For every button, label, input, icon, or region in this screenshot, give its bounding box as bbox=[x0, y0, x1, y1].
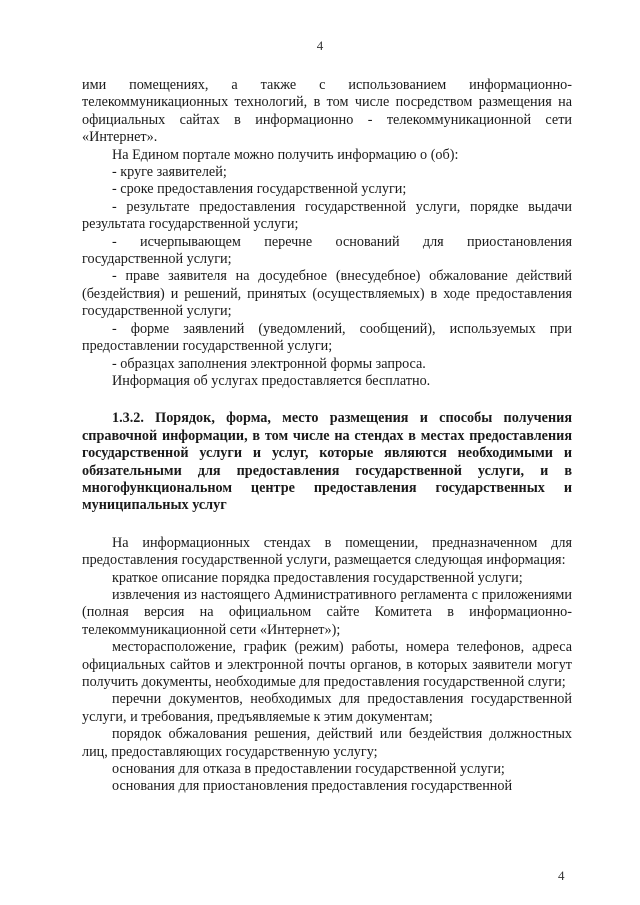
list-item: порядок обжалования решения, действий или бездействия должностных лиц, предоставляющих государственную услугу; bbox=[82, 726, 572, 760]
paragraph-portal-intro: На Едином портале можно получить информацию о (об): bbox=[112, 146, 459, 163]
list-item: - образцах заполнения электронной формы запроса. bbox=[112, 355, 426, 372]
list-item: - результате предоставления государственной услуги, порядке выдачи результата государственной услуги; bbox=[82, 198, 572, 233]
page-number-top: 4 bbox=[316, 38, 324, 53]
list-item: - сроке предоставления государственной услуги; bbox=[112, 181, 407, 198]
paragraph-continuation: ими помещениях, а также с использованием информационно-телекоммуникационных технологий, в том числе посредством размещения на официальных сайтах в информационно - телекоммуникационной сети «Интернет». bbox=[82, 77, 572, 146]
section-heading: 1.3.2. Порядок, форма, место размещения и способы получения справочной информации, в том числе на стендах в местах предоставления государственной услуги и услуг, которые являются необходимыми и обязательными для предоставления государственной услуги, и в многофункциональном центре предоставления государственных и муниципальных услуг bbox=[82, 410, 572, 514]
list-item: - исчерпывающем перечне оснований для приостановления государственной услуги; bbox=[82, 233, 572, 268]
list-item: основания для приостановления предоставления государственной bbox=[112, 778, 513, 795]
paragraph-free-info: Информация об услугах предоставляется бесплатно. bbox=[112, 372, 431, 389]
list-item: извлечения из настоящего Административного регламента с приложениями (полная версия на официальном сайте Комитета в информационно-телекоммуникационной сети «Интернет»); bbox=[82, 586, 572, 638]
list-item: перечни документов, необходимых для предоставления государственной услуги, и требования, предъявляемые к этим документам; bbox=[82, 691, 572, 725]
list-item: месторасположение, график (режим) работы, номера телефонов, адреса официальных сайтов и электронной почты органов, в которых заявители могут получить документы, необходимые для предоставления государственной слуги; bbox=[82, 639, 572, 690]
list-item: основания для отказа в предоставлении государственной услуги; bbox=[112, 761, 505, 778]
paragraph-stands-intro: На информационных стендах в помещении, предназначенном для предоставления государственной услуги, размещается следующая информация: bbox=[82, 534, 572, 569]
page-body bbox=[82, 77, 572, 796]
list-item: - форме заявлений (уведомлений, сообщений), используемых при предоставлении государственной услуги; bbox=[82, 320, 572, 355]
list-item: краткое описание порядка предоставления государственной услуги; bbox=[112, 569, 523, 586]
spacer bbox=[82, 515, 572, 535]
page-number-bottom: 4 bbox=[558, 868, 565, 883]
list-item: - праве заявителя на досудебное (внесудебное) обжалование действий (бездействия) и решений, принятых (осуществляемых) в ходе предоставления государственной услуги; bbox=[82, 268, 572, 320]
list-item: - круге заявителей; bbox=[112, 164, 227, 181]
